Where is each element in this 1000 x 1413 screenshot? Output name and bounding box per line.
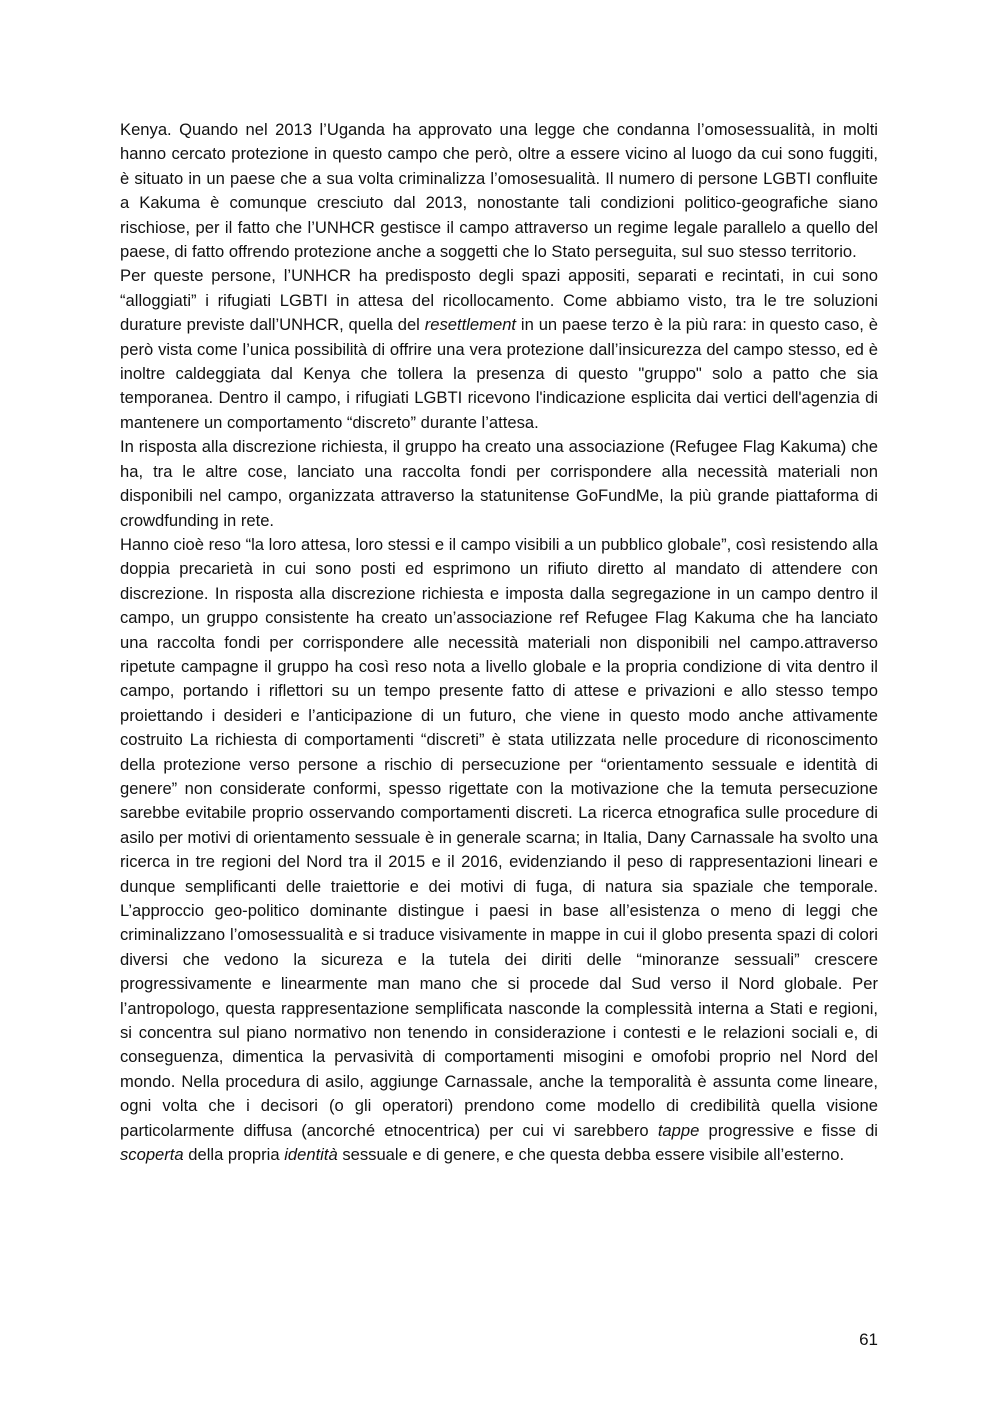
paragraph-text: in un paese terzo è la più rara: in questo caso, è però vista come l’unica possibilità di offrire una vera protezione dall’insicurezza del campo stesso, ed è inoltre caldeggiata dal Kenya che tollera la presenza di questo "gruppo" solo a patto che sia temporanea. Dentro il campo, i rifugiati LGBTI ricevono l'indicazione esplicita dai vertici dell'agenzia di mantenere un comportamento “discreto” durante l’attesa. (120, 315, 878, 432)
italic-text: resettlement (424, 315, 517, 335)
paragraph-text: Kenya. Quando nel 2013 l’Uganda ha approvato una legge che condanna l’omosessualità, in molti hanno cercato protezione in questo campo che però, oltre a essere vicino al luogo da cui sono fuggiti, è situato in un paese che a sua volta criminalizza l’omosesualità. Il numero di persone LGBTI confluite a Kakuma è comunque cresciuto dal 2013, nonostante tali condizioni politico-geografiche siano rischiose, per il fatto che l’UNHCR gestisce il campo attraverso un regime legale parallelo a quello del paese, di fatto offrendo protezione anche a soggetti che lo Stato perseguita, sul suo stesso territorio. (120, 120, 878, 262)
paragraph (120, 264, 878, 435)
page-number: 61 (859, 1330, 878, 1349)
paragraph-text: Per queste persone, l’UNHCR ha predisposto degli spazi appositi, separati e recintati, in cui sono “alloggiati” i rifugiati LGBTI in attesa del ricollocamento. Come abbiamo visto, tra le tre soluzioni durature previste dall’UNHCR, quella del (120, 266, 878, 335)
italic-text: tappe (657, 1120, 700, 1140)
paragraph-text: progressive e fisse di (699, 1120, 878, 1140)
paragraph-text: In risposta alla discrezione richiesta, il gruppo ha creato una associazione (Refugee Flag Kakuma) che ha, tra le altre cose, lanciato una raccolta fondi per corrispondere alla necessità materiali non disponibili nel campo, organizzata attraverso la statunitense GoFundMe, la più grande piattaforma di crowdfunding in rete. (120, 437, 878, 530)
paragraph-text: della propria (183, 1145, 285, 1165)
paragraph-text: sessuale e di genere, e che questa debba essere visibile all’esterno. (337, 1145, 845, 1165)
body-text (120, 118, 878, 1167)
paragraph-text: Hanno cioè reso “la loro attesa, loro stessi e il campo visibili a un pubblico globale”, così resistendo alla doppia precarietà in cui sono posti ed esprimono un rifiuto diretto al mandato di attendere con discrezione. In risposta alla discrezione richiesta e imposta dalla segregazione in un campo dentro il campo, un gruppo consistente ha creato un’associazione ref Refugee Flag Kakuma che ha lanciato una raccolta fondi per corrispondere alle necessità materiali non disponibili nel campo.attraverso ripetute campagne il gruppo ha così reso nota a livello globale e la propria condizione di vita dentro il campo, portando i riflettori su un tempo presente fatto di attese e privazioni e allo stesso tempo proiettando i desideri e l’anticipazione di un futuro, che viene in questo modo anche attivamente costruito La richiesta di comportamenti “discreti” è stata utilizzata nelle procedure di riconoscimento della protezione verso persone a rischio di persecuzione per “orientamento sessuale e identità di genere” non considerate conformi, spesso rigettate con la motivazione che la temuta persecuzione sarebbe evitabile proprio osservando comportamenti discreti. La ricerca etnografica sulle procedure di asilo per motivi di orientamento sessuale è in generale scarna; in Italia, Dany Carnassale ha svolto una ricerca in tre regioni del Nord tra il 2015 e il 2016, evidenziando il peso di rappresentazioni lineari e dunque semplificanti delle traiettorie e dei motivi di fuga, di natura sia spaziale che temporale. L’approccio geo-politico dominante distingue i paesi in base all’esistenza o meno di leggi che criminalizzano l’omosessualità e si traduce visivamente in mappe in cui il globo presenta spazi di colori diversi che vedono la sicureza e la tutela dei diriti delle “minoranze sessuali” crescere progressivamente e linearmente man mano che si procede dal Sud verso il Nord globale. Per l’antropologo, questa rappresentazione semplificata nasconde la complessità interna a Stati e regioni, si concentra sul piano normativo non tenendo in considerazione i contesti e le relazioni sociali e, di conseguenza, dimentica la pervasività di comportamenti misogini e omofobi proprio nel Nord del mondo. Nella procedura di asilo, aggiunge Carnassale, anche la temporalità è assunta come lineare, ogni volta che i decisori (o gli operatori) prendono come modello di credibilità quella visione particolarmente diffusa (ancorché etnocentrica) per cui vi sarebbero (120, 534, 878, 1140)
italic-text: identità (284, 1145, 338, 1165)
paragraph (120, 533, 878, 1168)
paragraph (120, 435, 878, 533)
paragraph (120, 118, 878, 264)
italic-text: scoperta (120, 1145, 184, 1165)
